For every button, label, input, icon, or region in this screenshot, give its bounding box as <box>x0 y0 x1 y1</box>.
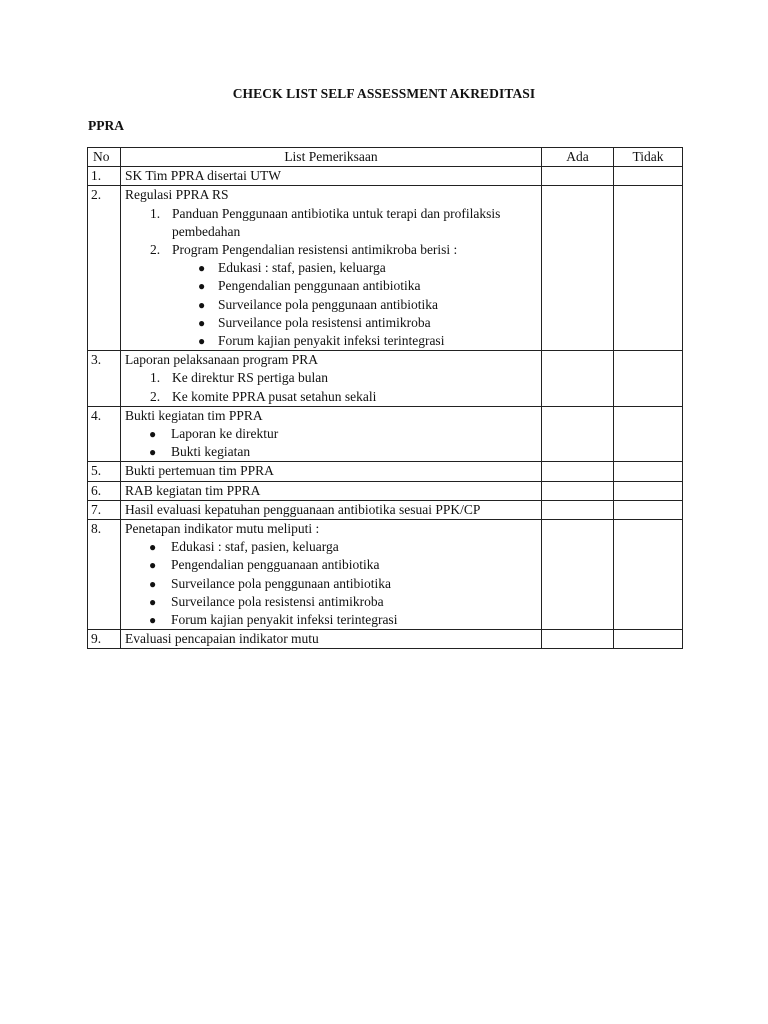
bullet-item <box>125 259 541 277</box>
checklist-item <box>121 406 542 462</box>
bullet-icon: ● <box>149 445 157 460</box>
bullet-item <box>125 314 541 332</box>
subitem-number: 1. <box>150 370 161 386</box>
bullet-icon: ● <box>149 540 157 555</box>
tidak-checkbox-cell[interactable] <box>614 186 683 351</box>
table-row <box>88 630 683 649</box>
column-header-no: No <box>88 148 121 167</box>
subitem-text: Program Pengendalian resistensi antimikroba berisi : <box>172 242 458 258</box>
row-number: 1. <box>88 167 121 186</box>
ada-checkbox-cell[interactable] <box>542 462 614 481</box>
checklist-item <box>121 351 542 407</box>
table-row <box>88 186 683 351</box>
numbered-subitem <box>125 241 541 259</box>
subitem-text: Ke direktur RS pertiga bulan <box>172 370 328 386</box>
row-number: 9. <box>88 630 121 649</box>
subitem-number: 2. <box>150 242 161 258</box>
checklist-item <box>121 630 542 649</box>
ada-checkbox-cell[interactable] <box>542 186 614 351</box>
row-number: 3. <box>88 351 121 407</box>
checklist-item <box>121 520 542 630</box>
row-number: 7. <box>88 500 121 519</box>
bullet-icon: ● <box>198 279 206 294</box>
checklist-table <box>87 147 683 649</box>
bullet-icon: ● <box>198 315 206 330</box>
bullet-item <box>125 611 541 629</box>
bullet-text: Forum kajian penyakit infeksi terintegrasi <box>171 612 398 628</box>
ada-checkbox-cell[interactable] <box>542 406 614 462</box>
item-text: Bukti kegiatan tim PPRA <box>125 407 263 423</box>
item-text: Evaluasi pencapaian indikator mutu <box>125 631 319 647</box>
bullet-text: Forum kajian penyakit infeksi terintegrasi <box>218 333 445 349</box>
item-text: SK Tim PPRA disertai UTW <box>125 168 282 184</box>
ada-checkbox-cell[interactable] <box>542 520 614 630</box>
table-row <box>88 167 683 186</box>
bullet-icon: ● <box>149 594 157 609</box>
bullet-text: Surveilance pola penggunaan antibiotika <box>171 575 392 591</box>
subitem-number: 2. <box>150 388 161 404</box>
tidak-checkbox-cell[interactable] <box>614 481 683 500</box>
item-text: Hasil evaluasi kepatuhan pengguanaan antibiotika sesuai PPK/CP <box>125 501 481 517</box>
page-title: CHECK LIST SELF ASSESSMENT AKREDITASI <box>232 86 536 101</box>
bullet-item <box>125 538 541 556</box>
bullet-item <box>125 425 541 443</box>
ada-checkbox-cell[interactable] <box>542 167 614 186</box>
column-header-list: List Pemeriksaan <box>121 148 542 167</box>
ada-checkbox-cell[interactable] <box>542 500 614 519</box>
table-body <box>88 167 683 649</box>
bullet-item <box>125 556 541 574</box>
bullet-item <box>125 593 541 611</box>
subitem-text: Ke komite PPRA pusat setahun sekali <box>172 388 377 404</box>
item-text: Penetapan indikator mutu meliputi : <box>125 521 320 537</box>
tidak-checkbox-cell[interactable] <box>614 500 683 519</box>
bullet-text: Pengendalian penggunaan antibiotika <box>218 278 421 294</box>
bullet-item <box>125 575 541 593</box>
item-text: Bukti pertemuan tim PPRA <box>125 463 274 479</box>
bullet-icon: ● <box>149 558 157 573</box>
tidak-checkbox-cell[interactable] <box>614 630 683 649</box>
numbered-subitem <box>125 369 541 387</box>
bullet-item <box>125 332 541 350</box>
bullet-text: Edukasi : staf, pasien, keluarga <box>218 260 386 276</box>
bullet-icon: ● <box>149 613 157 628</box>
checklist-item <box>121 186 542 351</box>
table-row <box>88 500 683 519</box>
ada-checkbox-cell[interactable] <box>542 481 614 500</box>
table-row <box>88 520 683 630</box>
subitem-text: Panduan Penggunaan antibiotika untuk terapi dan profilaksis pembedahan <box>172 205 501 239</box>
ada-checkbox-cell[interactable] <box>542 351 614 407</box>
bullet-icon: ● <box>198 261 206 276</box>
table-row <box>88 351 683 407</box>
checklist-item <box>121 500 542 519</box>
table-row <box>88 462 683 481</box>
numbered-subitem <box>125 205 541 241</box>
column-header-ada: Ada <box>542 148 614 167</box>
checklist-item <box>121 462 542 481</box>
bullet-text: Surveilance pola resistensi antimikroba <box>218 314 431 330</box>
checklist-item <box>121 167 542 186</box>
row-number: 2. <box>88 186 121 351</box>
bullet-icon: ● <box>149 576 157 591</box>
bullet-text: Pengendalian pengguanaan antibiotika <box>171 557 380 573</box>
tidak-checkbox-cell[interactable] <box>614 520 683 630</box>
bullet-item <box>125 296 541 314</box>
tidak-checkbox-cell[interactable] <box>614 406 683 462</box>
subitem-number: 1. <box>150 205 161 221</box>
bullet-icon: ● <box>149 427 157 442</box>
tidak-checkbox-cell[interactable] <box>614 167 683 186</box>
ada-checkbox-cell[interactable] <box>542 630 614 649</box>
bullet-text: Bukti kegiatan <box>171 444 251 460</box>
row-number: 5. <box>88 462 121 481</box>
row-number: 4. <box>88 406 121 462</box>
numbered-subitem <box>125 388 541 406</box>
bullet-text: Laporan ke direktur <box>171 426 279 442</box>
bullet-item <box>125 443 541 461</box>
item-text: Laporan pelaksanaan program PRA <box>125 352 319 368</box>
bullet-icon: ● <box>198 297 206 312</box>
checklist-item <box>121 481 542 500</box>
row-number: 6. <box>88 481 121 500</box>
bullet-icon: ● <box>198 334 206 349</box>
bullet-item <box>125 277 541 295</box>
bullet-text: Surveilance pola resistensi antimikroba <box>171 593 384 609</box>
table-row <box>88 481 683 500</box>
item-text: RAB kegiatan tim PPRA <box>125 482 261 498</box>
item-text: Regulasi PPRA RS <box>125 187 229 203</box>
table-row <box>88 406 683 462</box>
bullet-text: Edukasi : staf, pasien, keluarga <box>171 539 339 555</box>
bullet-text: Surveilance pola penggunaan antibiotika <box>218 296 439 312</box>
tidak-checkbox-cell[interactable] <box>614 462 683 481</box>
column-header-tidak: Tidak <box>614 148 683 167</box>
row-number: 8. <box>88 520 121 630</box>
section-title: PPRA <box>88 118 124 133</box>
tidak-checkbox-cell[interactable] <box>614 351 683 407</box>
table-header-row <box>88 148 683 167</box>
